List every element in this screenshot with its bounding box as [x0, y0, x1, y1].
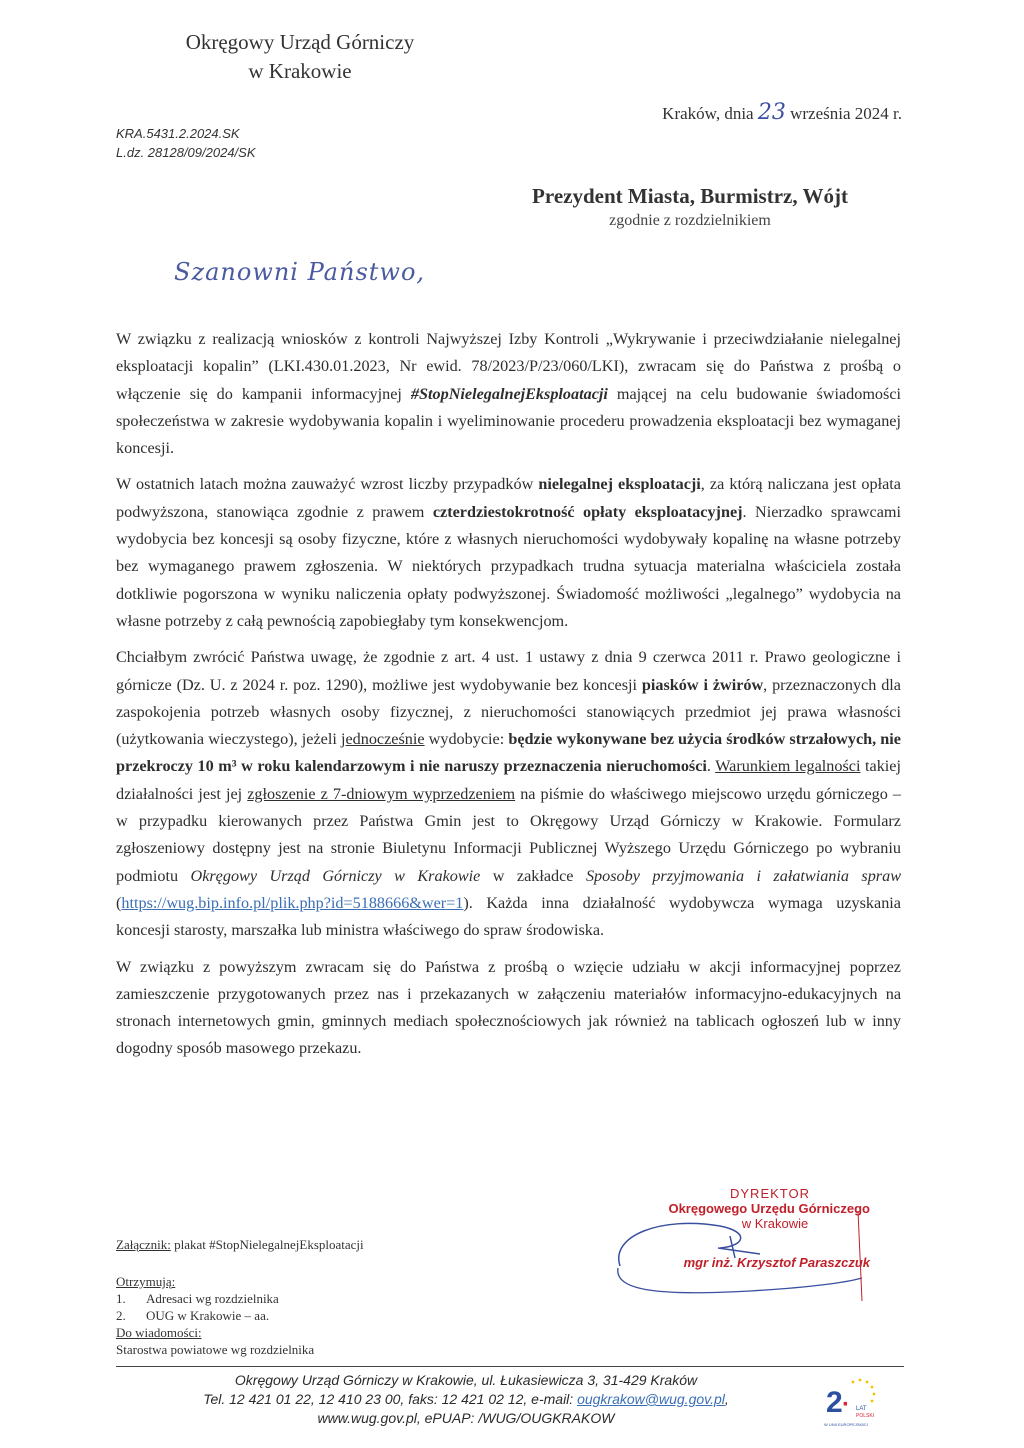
salutation: Szanowni Państwo,	[174, 258, 426, 286]
addressee-name: Prezydent Miasta, Burmistrz, Wójt	[532, 184, 848, 208]
p3-italic-office: Okręgowy Urząd Górniczy w Krakowie	[190, 866, 481, 885]
p3-text-7: w zakładce	[480, 866, 586, 885]
attachment-value: plakat #StopNielegalnejEksploatacji	[170, 1237, 364, 1252]
recipients-block	[116, 1273, 314, 1358]
p2-bold-2: czterdziestokrotność opłaty eksploatacyjnej	[432, 502, 743, 521]
footer-address: Okręgowy Urząd Górniczy w Krakowie, ul. Łukasiewicza 3, 31-429 Kraków	[234, 1372, 698, 1388]
p2-text: W ostatnich latach można zauważyć wzrost liczby przypadków	[116, 475, 539, 494]
reference-ldz: L.dz. 28128/09/2024/SK	[116, 145, 256, 160]
recipient-num: 2.	[116, 1308, 126, 1323]
date-prefix: Kraków, dnia	[662, 104, 754, 123]
addressee	[490, 184, 890, 230]
footer-comma: ,	[724, 1391, 729, 1407]
cc-text: Starostwa powiatowe wg rozdzielnika	[116, 1342, 315, 1357]
p3-text-8: (	[116, 893, 122, 912]
p3-text-2: , przeznaczonych dla zaspokojenia potrzeb własnych osoby fizycznej, z nieruchomości stanowiących przedmiot jej prawa własności (użytkowania wieczystego), jeżeli	[116, 675, 901, 749]
p3-underline-notice: zgłoszenie z 7-dniowym wyprzedzeniem	[247, 784, 516, 803]
p2-text-end: . Nierzadko sprawcami wydobycia bez koncesji są osoby fizyczne, które z własnych nieruchomości wydobywały kopalinę na własne potrzeby bez wymaganego prawem zgłoszenia. W niektórych przypadkach trudna sytuacja materialna właściciela została dotkliwie pogorszona w wyniku naliczenia opłaty podwyższonej. Świadomość możliwości „legalnego” wydobycia na własne potrzeby z całą pewnością zapobiegłaby tym konsekwencjom.	[116, 502, 901, 630]
p2-text-mid: , za którą naliczana jest opłata podwyższona, stanowiąca zgodnie z prawem	[116, 475, 901, 521]
p3-text-4: .	[706, 757, 716, 776]
stamp-title: DYREKTOR	[730, 1186, 810, 1201]
date-suffix: września 2024 r.	[790, 104, 902, 123]
p3-text-3: wydobycie:	[424, 730, 509, 749]
handwritten-signature-icon	[600, 1196, 880, 1306]
recipients-label: Otrzymują:	[116, 1274, 176, 1289]
p2-bold-1: nielegalnej eksploatacji	[538, 475, 701, 494]
letter-body	[116, 326, 901, 1072]
footer-web: www.wug.gov.pl, ePUAP: /WUG/OUGKRAKOW	[317, 1410, 615, 1426]
p3-text-5: takiej działalności jest jej	[116, 757, 901, 803]
recipient-text: OUG w Krakowie – aa.	[146, 1308, 270, 1323]
paragraph-2	[116, 471, 901, 635]
logo-text-polski: POLSKI	[856, 1413, 875, 1419]
recipient-num: 1.	[116, 1291, 126, 1306]
p3-text-end: ). Każda inna działalność wydobywcza wymaga uzyskania koncesji starosty, marszałka lub ministra właściwego do spraw środowiska.	[116, 893, 901, 940]
footer-divider	[116, 1366, 904, 1367]
stamp-office: Okręgowego Urzędu Górniczego	[668, 1201, 870, 1216]
logo-text-lat: LAT	[856, 1406, 867, 1412]
stamp-city: w Krakowie	[741, 1216, 809, 1231]
p1-text-end: mającej na celu budowanie świadomości społeczeństwa w zakresie wydobywania kopalin i wyeliminowanie procederu prowadzenia eksploatacji bez wymaganej koncesji.	[116, 384, 901, 458]
svg-text:2: 2	[826, 1386, 843, 1419]
paragraph-1	[116, 326, 901, 462]
office-name: Okręgowy Urząd Górniczy	[185, 30, 415, 54]
p3-text: Chciałbym zwrócić Państwa uwagę, że zgodnie z art. 4 ust. 1 ustawy z dnia 9 czerwca 2011 r. Prawo geologiczne i górnicze (Dz. U. z 2024 r. poz. 1290), możliwe jest wydobywanie bez koncesji	[116, 648, 901, 694]
stamp-signatory: mgr inż. Krzysztof Paraszczuk	[683, 1255, 870, 1270]
date-day-handwritten: 23	[757, 100, 786, 125]
svg-text:·: ·	[842, 1391, 850, 1418]
reference-number: KRA.5431.2.2024.SK	[116, 126, 240, 141]
p3-text-6: na piśmie do właściwego miejscowo urzędu górniczego – w przypadku kierowanych przez Państwa Gmin jest to Okręgowy Urząd Górniczy w Krakowie. Formularz zgłoszeniowy dostępny jest na stronie Biuletynu Informacji Publicznej Wyższego Urzędu Górniczego po wybraniu podmiotu	[116, 784, 902, 885]
logo-text-eu: W UNII EUROPEJSKIEJ	[824, 1422, 869, 1427]
addressee-sub: zgodnie z rozdzielnikiem	[609, 212, 771, 229]
attachment-line	[116, 1237, 364, 1253]
footer-phone: Tel. 12 421 01 22, 12 410 23 00, faks: 12 421 02 12, e-mail:	[203, 1391, 578, 1407]
campaign-hashtag: #StopNielegalnejEksploatacji	[410, 384, 608, 403]
issuing-office	[150, 28, 450, 86]
date-line	[662, 100, 902, 125]
attachment-label: Załącznik:	[116, 1237, 171, 1252]
p3-bold-materials: piasków i żwirów	[641, 675, 764, 694]
p3-underline-legality: Warunkiem legalności	[715, 757, 861, 776]
anniversary-20-years-poland-eu-logo-icon	[820, 1374, 882, 1434]
recipient-item	[116, 1307, 314, 1324]
p3-italic-tab: Sposoby przyjmowania i załatwiania spraw	[585, 866, 901, 885]
office-city: w Krakowie	[248, 59, 352, 83]
reference-block	[116, 124, 256, 162]
footer	[116, 1371, 816, 1428]
bip-form-link[interactable]: https://wug.bip.info.pl/plik.php?id=5188666&wer=1	[121, 893, 464, 912]
p3-bold-conditions: będzie wykonywane bez użycia środków strzałowych, nie przekroczy 10 m³ w roku kalendarzowym i nie naruszy przeznaczenia nieruchomości	[116, 730, 901, 776]
p1-text: W związku z realizacją wniosków z kontroli Najwyższej Izby Kontroli „Wykrywanie i przeciwdziałanie nielegalnej eksploatacji kopalin” (LKI.430.01.2023, Nr ewid. 78/2023/P/23/060/LKI), zwracam się do Państwa z prośbą o włączenie się do kampanii informacyjnej	[116, 330, 901, 403]
footer-email-link[interactable]: ougkrakow@wug.gov.pl	[577, 1391, 725, 1407]
paragraph-3	[116, 644, 901, 944]
recipient-item	[116, 1290, 314, 1307]
p3-underline-jednoczesnie: jednocześnie	[340, 730, 425, 749]
cc-label: Do wiadomości:	[116, 1325, 202, 1340]
paragraph-4: W związku z powyższym zwracam się do Państwa z prośbą o wzięcie udziału w akcji informacyjnej poprzez zamieszczenie przygotowanych przez nas i przekazanych w załączeniu materiałów informacyjno-edukacyjnych na stronach internetowych gmin, gminnych mediach społecznościowych jak również na tablicach ogłoszeń lub w inny dogodny sposób masowego przekazu.	[116, 957, 901, 1058]
recipient-text: Adresaci wg rozdzielnika	[146, 1291, 279, 1306]
footer-contact	[116, 1390, 816, 1409]
